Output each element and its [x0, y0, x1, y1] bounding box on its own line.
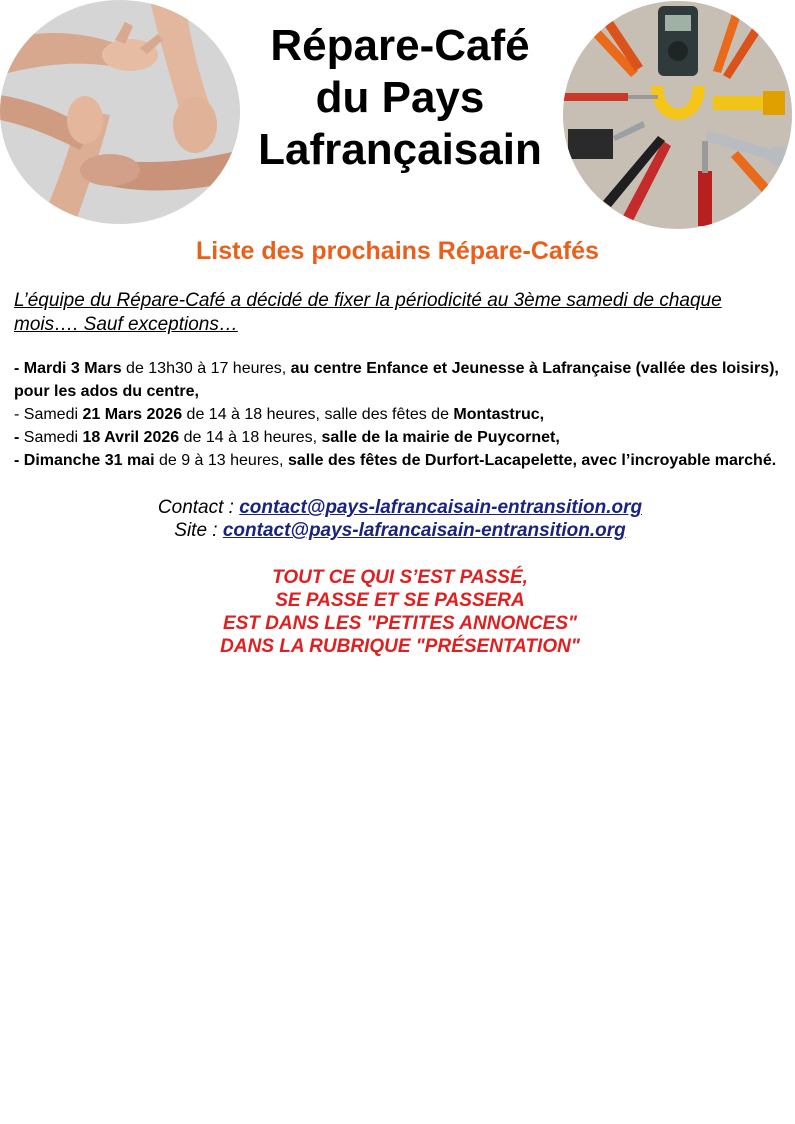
event-day-prefix: Samedi: [23, 429, 83, 446]
event-item: [14, 403, 784, 426]
site-line: [0, 519, 795, 542]
notice-line-1: TOUT CE QUI S’EST PASSÉ,: [272, 567, 528, 588]
event-place: salle des fêtes de Durfort-Lacapelette, avec l’incroyable marché.: [287, 452, 777, 469]
contact-email-link[interactable]: contact@pays-lafrancaisain-entransition.org: [239, 497, 643, 518]
hands-circle-photo: [0, 0, 240, 224]
event-day: Mardi 3 Mars: [23, 360, 122, 377]
event-day: 21 Mars 2026: [82, 406, 183, 423]
tools-illustration: [563, 1, 792, 229]
tools-circle-photo: [563, 1, 792, 229]
contact-block: [0, 496, 795, 542]
event-hours: de 9 à 13 heures,: [154, 452, 288, 469]
page-title: [230, 20, 570, 176]
contact-label: Contact :: [157, 497, 240, 518]
event-dash: - Samedi: [14, 406, 83, 423]
event-hours: de 14 à 18 heures,: [179, 429, 322, 446]
event-day: 18 Avril 2026: [82, 429, 180, 446]
notice-block: [0, 566, 795, 658]
event-item: [14, 426, 784, 449]
events-list: [14, 357, 784, 472]
event-item: [14, 449, 784, 472]
site-label: Site :: [174, 520, 223, 541]
event-hours: de 14 à 18 heures, salle des fêtes de: [182, 406, 454, 423]
site-link[interactable]: contact@pays-lafrancaisain-entransition.org: [222, 520, 626, 541]
event-place: Montastruc,: [453, 406, 545, 423]
title-line-3: Lafrançaisain: [258, 125, 542, 174]
contact-line: [0, 496, 795, 519]
notice-line-3: EST DANS LES "PETITES ANNONCES": [222, 613, 578, 634]
event-place: au centre Enfance et Jeunesse à Lafrançaise (vallée des loisirs), pour les ados du centre,: [14, 360, 779, 400]
event-dash: -: [14, 429, 24, 446]
event-place: salle de la mairie de Puycornet,: [321, 429, 560, 446]
event-item: [14, 357, 784, 403]
notice-line-4: DANS LA RUBRIQUE "PRÉSENTATION": [220, 636, 580, 657]
event-hours: de 13h30 à 17 heures,: [121, 360, 291, 377]
event-dash: -: [14, 452, 24, 469]
title-line-2: du Pays: [315, 73, 485, 122]
title-line-1: Répare-Café: [270, 21, 530, 70]
notice-line-2: SE PASSE ET SE PASSERA: [275, 590, 525, 611]
hands-illustration: [0, 0, 240, 224]
event-dash: -: [14, 360, 24, 377]
event-day: Dimanche 31 mai: [23, 452, 155, 469]
subtitle: Liste des prochains Répare-Cafés: [196, 237, 599, 265]
intro-text: L’équipe du Répare-Café a décidé de fixer la périodicité au 3ème samedi de chaque mois…. Sauf exceptions…: [14, 290, 722, 335]
